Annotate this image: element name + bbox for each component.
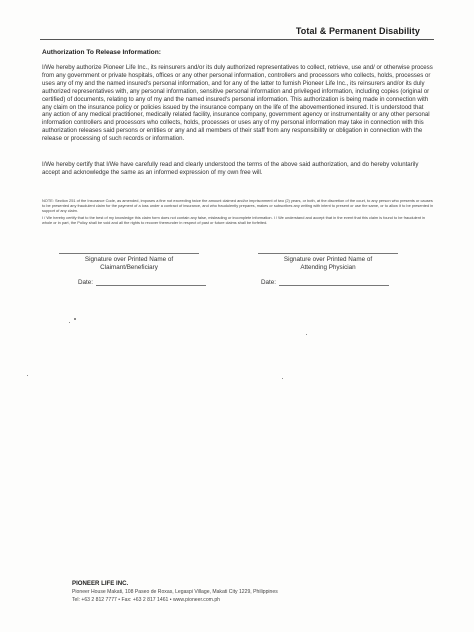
footer-contact: Tel: +63 2 812 7777 • Fax: +63 2 817 1461 • www.pioneer.com.ph bbox=[72, 597, 220, 603]
certification-paragraph: I/We hereby certify that I/We have carefully read and clearly understood the terms of the above said authorization, and do hereby voluntarily accept and acknowledge the same as an informed expression of my own free will. bbox=[42, 161, 419, 176]
physician-signature-label-1: Signature over Printed Name of bbox=[283, 256, 373, 263]
physician-date-label: Date: bbox=[261, 279, 277, 286]
claimant-signature-label-2: Claimant/Beneficiary bbox=[100, 263, 158, 271]
scan-speck bbox=[69, 322, 70, 323]
physician-date-field[interactable] bbox=[279, 278, 389, 286]
authorization-paragraph: I/We hereby authorize Pioneer Life Inc., its reinsurers and/or its duly authorized representatives to collect, retrieve, use and/ or otherwise process from any government or private hospitals, offices or any other personal information, controllers and processors who collects, holds, processes or uses any of my and the named insured's personal information, and for any of the latter to furnish Pioneer Life Inc., its reinsurers and/or its duly authorized representatives with, any personal information, sensitive personal information and privileged information, including copies (original or certified) of documents, relating to any of my and the named insured's personal information. This authorization is being made in connection with any claim on the insurance policy or policies issued by the insurance company on the life of the abovementioned insured. It is understood that any action of any medical practitioner, medically related facility, insurance company, government agency or instrumentality or any other personal information controllers and processors who collects, holds, processes or uses any of my personal information may take in connection with this authorization releases said persons or entities or any and all members of their staff from any responsibility or obligation in connection with the release or processing of such records or information. bbox=[42, 64, 433, 143]
physician-signature-line[interactable] bbox=[258, 253, 398, 254]
claimant-signature-block bbox=[59, 253, 199, 271]
header-divider bbox=[40, 39, 434, 40]
claimant-date-row bbox=[78, 278, 206, 286]
scan-speck bbox=[27, 375, 28, 376]
footer-company-name: PIONEER LIFE INC. bbox=[72, 580, 129, 587]
fraud-certification-note: I / We hereby certify that to the best of my knowledge this claim form does not contain any false, misleading or incomplete information. I / We understand and accept that in the event that this claim is found to be fraudulent in whole or in part, the Policy shall be void and all the rights to recover thereunder in respect of past or future claims shall be forfeited. bbox=[42, 215, 426, 226]
claimant-signature-line[interactable] bbox=[59, 253, 199, 254]
authorization-heading: Authorization To Release Information: bbox=[42, 49, 161, 56]
claimant-signature-label-1: Signature over Printed Name of bbox=[84, 256, 174, 263]
document-title: Total & Permanent Disability bbox=[295, 26, 420, 36]
scan-speck bbox=[74, 318, 76, 320]
footer-address: Pioneer House Makati, 108 Paseo de Roxas, Legaspi Village, Makati City 1229, Philippines bbox=[72, 589, 278, 595]
scan-speck bbox=[282, 378, 283, 379]
physician-signature-block bbox=[258, 253, 398, 271]
insurance-code-note: NOTE: Section 251 of the Insurance Code, as amended, imposes a fine not exceeding twice the amount claimed and/or imprisonment of two (2) years, or both, at the discretion of the court, to any person who presents or causes to be presented any fraudulent claim for the payment of a loss under a contract of insurance, and who fraudulently prepares, makes or subscribes any writing with intent to present or use the same, or to allow it to be presented in support of any claim. bbox=[42, 198, 434, 214]
claimant-date-field[interactable] bbox=[96, 278, 206, 286]
scan-speck bbox=[306, 334, 307, 335]
physician-date-row bbox=[261, 278, 389, 286]
claimant-date-label: Date: bbox=[78, 279, 94, 286]
physician-signature-label-2: Attending Physician bbox=[300, 263, 356, 271]
